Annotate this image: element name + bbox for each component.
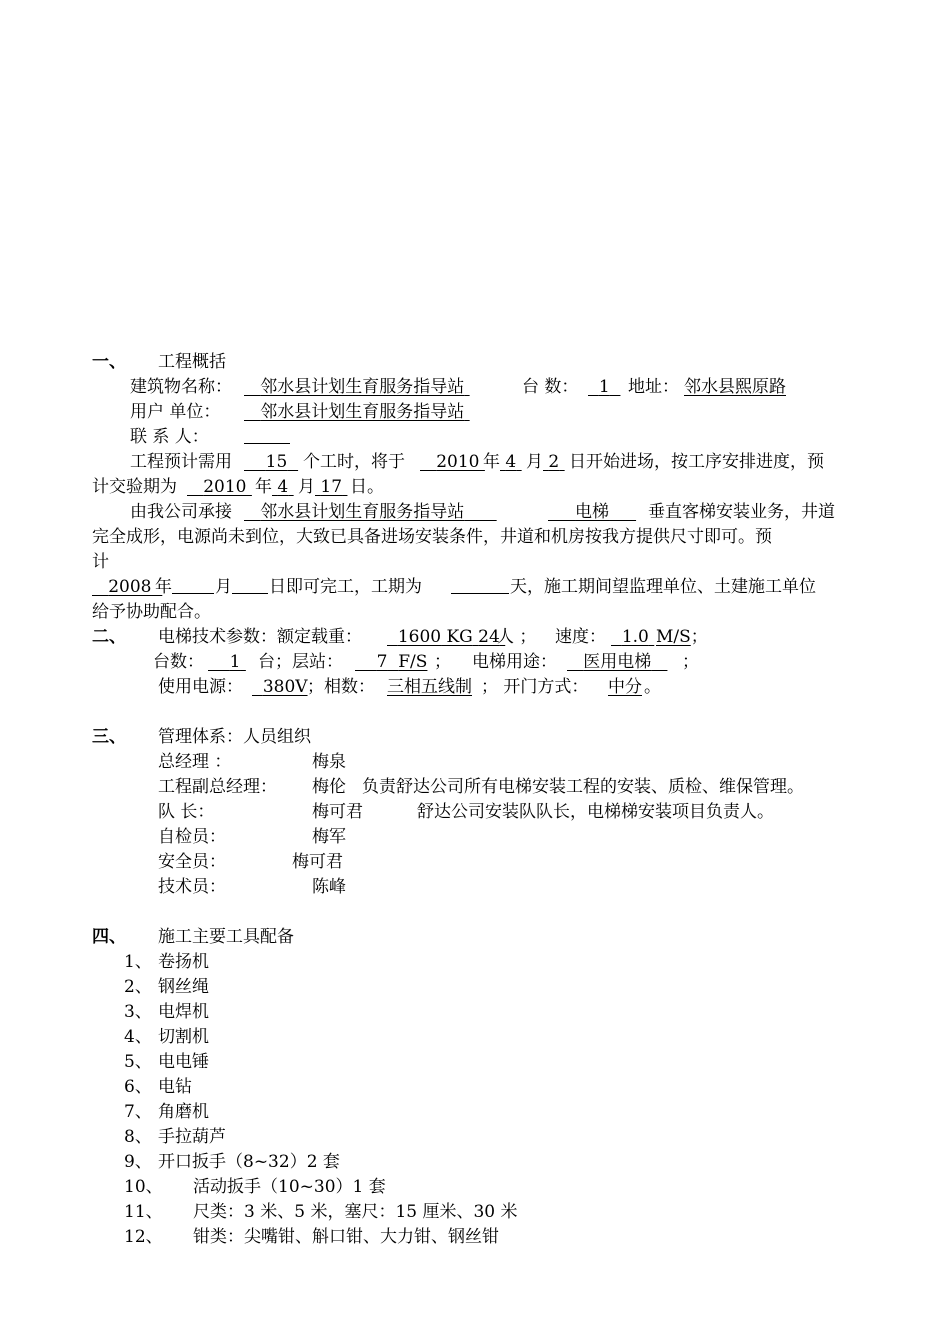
list-number: 5、: [124, 1052, 152, 1072]
section-title: 施工主要工具配备: [158, 927, 294, 947]
list-number: 12、: [124, 1227, 163, 1247]
address-value: 邻水县熙原路: [684, 377, 786, 397]
staff-role: 队 长：: [158, 802, 215, 822]
section-number: 三、: [92, 727, 126, 747]
staff-role: 工程副总经理：: [158, 777, 277, 797]
completion-text: 年: [155, 577, 172, 597]
staff-role: 安全员：: [158, 852, 226, 872]
section-number: 一、: [92, 352, 126, 372]
schedule-text: 日开始进场，按工序安排进度，预: [569, 452, 824, 472]
units-value: 1: [229, 652, 241, 672]
schedule-text: 工程预计需用: [130, 452, 232, 472]
schedule-text: 月: [526, 452, 543, 472]
list-text: 角磨机: [158, 1102, 209, 1122]
phase-value: 三相五线制: [387, 677, 472, 697]
start-month: 4: [505, 452, 517, 472]
count-label: 台 数：: [522, 377, 579, 397]
use-label: 电梯用途：: [472, 652, 557, 672]
start-year: 2010: [436, 452, 480, 472]
floors-value: 7 F/S: [376, 652, 428, 672]
staff-name: 梅伦: [312, 777, 346, 797]
staff-desc: 舒达公司安装队队长，电梯梯安装项目负责人。: [417, 802, 774, 822]
list-text: 钳类：尖嘴钳、斛口钳、大力钳、钢丝钳: [193, 1227, 499, 1247]
completion-year: 2008: [108, 577, 152, 597]
speed-label: 速度：: [555, 627, 606, 647]
section-title: 管理体系：人员组织: [158, 727, 311, 747]
door-label: ； 开门方式：: [481, 677, 589, 697]
completion-text: 天，施工期间望监理单位、土建施工单位: [510, 577, 816, 597]
building-value: 邻水县计划生育服务指导站: [260, 377, 465, 397]
list-text: 电钻: [158, 1077, 192, 1097]
list-number: 8、: [124, 1127, 152, 1147]
schedule-text: 月: [298, 477, 315, 497]
completion-text: 月: [215, 577, 232, 597]
completion-text: 日即可完工，工期为: [269, 577, 422, 597]
contract-text: 由我公司承接: [130, 502, 232, 522]
list-number: 3、: [124, 1002, 152, 1022]
user-label: 用户 单位：: [130, 402, 221, 422]
list-text: 切割机: [158, 1027, 209, 1047]
staff-name: 梅可君: [312, 802, 363, 822]
load-unit: 人 ；: [497, 627, 537, 647]
contact-label: 联 系 人：: [130, 427, 209, 447]
rated-load: 1600 KG 24: [397, 627, 500, 647]
units-label: 台数：: [153, 652, 204, 672]
list-text: 卷扬机: [158, 952, 209, 972]
finish-day: 17: [320, 477, 343, 497]
separator: ；: [434, 652, 451, 672]
list-number: 9、: [124, 1152, 152, 1172]
list-number: 2、: [124, 977, 152, 997]
user-value: 邻水县计划生育服务指导站: [260, 402, 465, 422]
list-number: 7、: [124, 1102, 152, 1122]
list-number: 6、: [124, 1077, 152, 1097]
list-text: 电焊机: [158, 1002, 209, 1022]
contact-blank: [244, 425, 290, 450]
duration-blank: [451, 575, 509, 600]
list-text: 钢丝绳: [158, 977, 209, 997]
section-number: 二、: [92, 627, 126, 647]
separator: ；: [682, 652, 699, 672]
contract-client: 邻水县计划生育服务指导站: [260, 502, 465, 522]
staff-name: 梅可君: [292, 852, 343, 872]
finish-year: 2010: [203, 477, 247, 497]
list-number: 4、: [124, 1027, 152, 1047]
contract-text: 垂直客梯安装业务，井道: [648, 502, 835, 522]
start-day: 2: [548, 452, 560, 472]
schedule-text: 日。: [350, 477, 384, 497]
list-text: 尺类：3 米、5 米，塞尺：15 厘米、30 米: [193, 1202, 518, 1222]
list-number: 11、: [124, 1202, 163, 1222]
staff-role: 技术员：: [158, 877, 226, 897]
completion-day-blank: [232, 575, 268, 600]
count-value: 1: [598, 377, 610, 397]
section-number: 四、: [92, 927, 126, 947]
power-value: 380V: [262, 677, 308, 697]
list-text: 手拉葫芦: [158, 1127, 226, 1147]
staff-role: 自检员：: [158, 827, 226, 847]
period: 。: [644, 677, 661, 697]
finish-month: 4: [277, 477, 289, 497]
door-value: 中分: [608, 677, 642, 697]
completion-month-blank: [172, 575, 214, 600]
staff-name: 梅泉: [312, 752, 346, 772]
list-number: 10、: [124, 1177, 163, 1197]
tech-params-label: 电梯技术参数：额定载重：: [158, 627, 362, 647]
schedule-text: 个工时，将于: [303, 452, 405, 472]
contract-type: 电梯: [575, 502, 610, 522]
speed-unit: M/S；: [656, 627, 708, 647]
use-value: 医用电梯: [583, 652, 652, 672]
power-label: 使用电源：: [158, 677, 243, 697]
contract-text: 计: [92, 552, 109, 572]
phase-label: ；相数：: [307, 677, 375, 697]
address-label: 地址：: [628, 377, 679, 397]
list-number: 1、: [124, 952, 152, 972]
list-text: 电电锤: [158, 1052, 209, 1072]
building-label: 建筑物名称：: [130, 377, 232, 397]
work-days: 15: [265, 452, 288, 472]
schedule-text: 计交验期为: [92, 477, 177, 497]
staff-role: 总经理 ：: [158, 752, 232, 772]
schedule-text: 年: [483, 452, 500, 472]
completion-text: 给予协助配合。: [92, 602, 211, 622]
contract-text: 完全成形，电源尚未到位，大致已具备进场安装条件，井道和机房按我方提供尺寸即可。预: [92, 527, 772, 547]
floors-label: 台；层站：: [258, 652, 343, 672]
list-text: 活动扳手（10~30）1 套: [193, 1177, 386, 1197]
schedule-text: 年: [255, 477, 272, 497]
staff-name: 梅军: [312, 827, 346, 847]
staff-name: 陈峰: [312, 877, 346, 897]
speed-value: 1.0: [621, 627, 649, 647]
list-text: 开口扳手（8~32）2 套: [158, 1152, 340, 1172]
staff-desc: 负责舒达公司所有电梯安装工程的安装、质检、维保管理。: [362, 777, 804, 797]
section-title: 工程概括: [158, 352, 226, 372]
